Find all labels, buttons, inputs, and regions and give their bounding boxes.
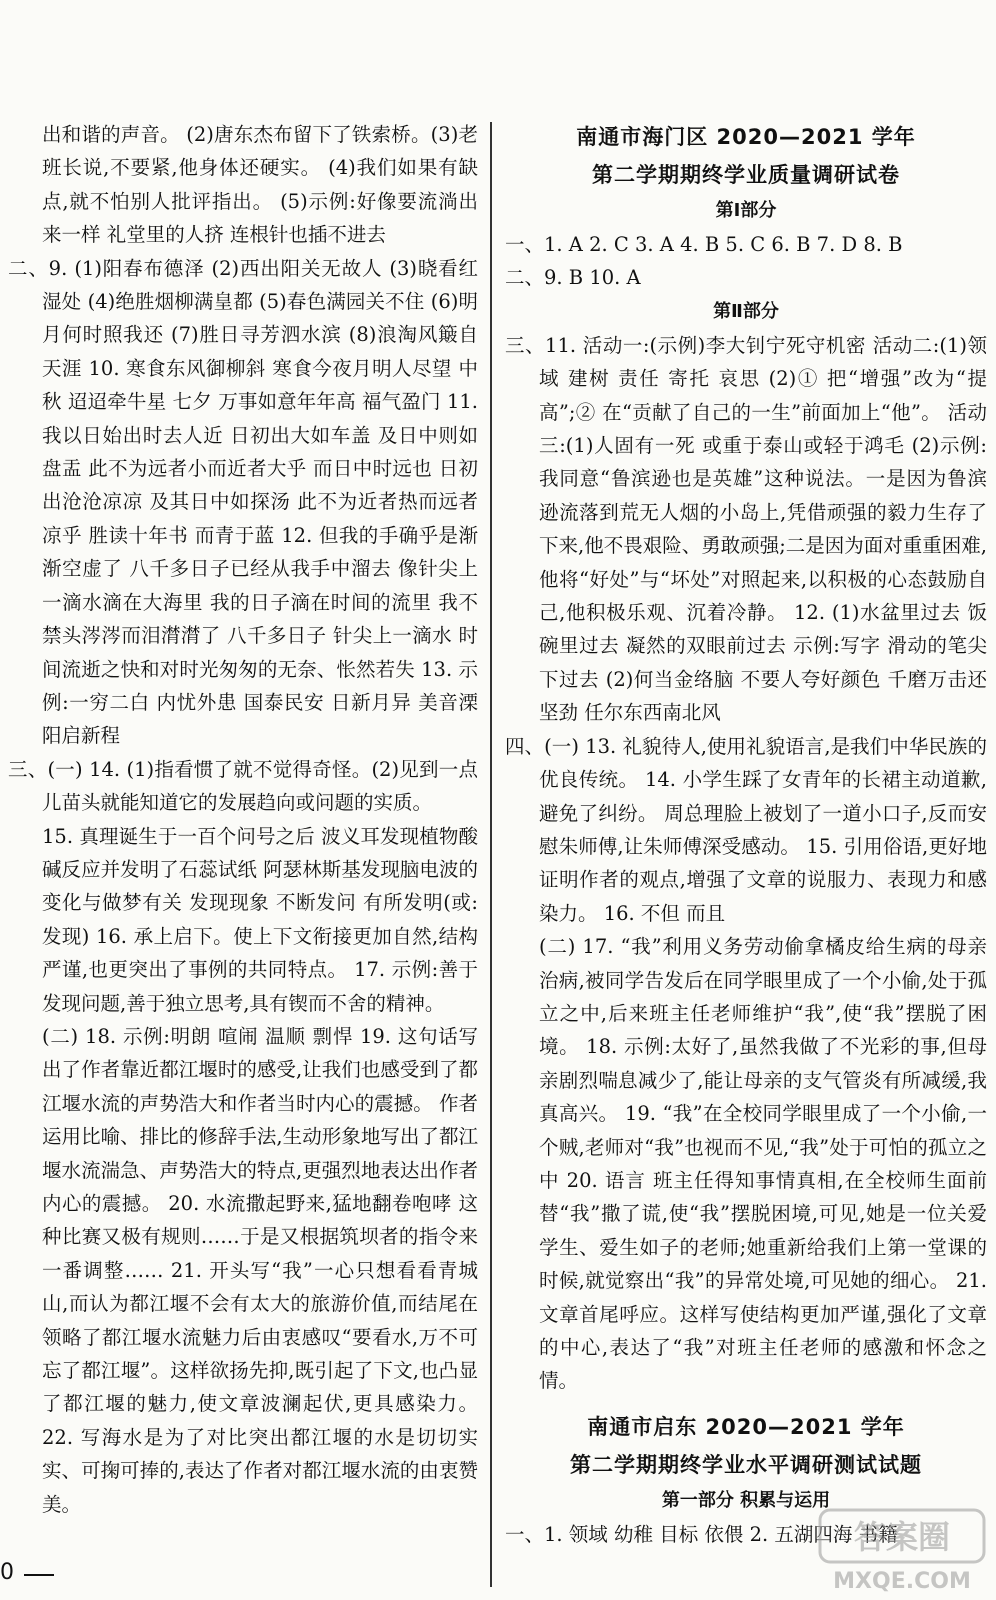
page-number: 0 <box>0 1560 14 1585</box>
left-para-1: 二、9. (1)阳春布德泽 (2)西出阳关无故人 (3)晓看红湿处 (4)绝胜烟柳满皇都 (5)春色满园关不住 (6)明月何时照我还 (7)胜日寻芳泗水滨 (8)浪淘风簸自天涯 10. 寒食东风御柳斜 寒食今夜月明人尽望 中秋 迢迢牵牛星 七夕 万事如意年年高 福气盈门 11. 我以日始出时去人近 日初出大如车盖 及日中则如盘盂 此不为远者小而近者大乎 而日中时远也 日初出沧沧凉凉 及其日中如探汤 此不为近者热而远者凉乎 胜读十年书 而青于蓝 12. 但我的手确乎是渐渐空虚了 八千多日子已经从我手中溜去 像针尖上一滴水滴在大海里 我的日子滴在时间的流里 我不禁头涔涔而泪潸潸了 八千多日子 针尖上一滴水 时间流逝之快和对时光匆匆的无奈、怅然若失 13. 示例:一穷二白 内忧外患 国泰民安 日新月异 美音溧阳启新程 <box>8 256 478 748</box>
left-para-0: 出和谐的声音。 (2)唐东杰布留下了铁索桥。(3)老班长说,不要紧,他身体还硬实。 (4)我们如果有缺点,就不怕别人批评指出。 (5)示例:好像要流淌出来一样 礼堂里的人挤 连根针也插不进去 <box>42 123 478 247</box>
last-answer-line: 一、1. 领域 幼稚 目标 依偎 2. 五湖四海 书籍 <box>505 1522 898 1546</box>
left-para-2: 三、(一) 14. (1)指看惯了就不觉得奇怪。(2)见到一点儿苗头就能知道它的发展趋向或问题的实质。 <box>8 757 478 815</box>
exam-title-1-line2: 第二学期期终学业质量调研试卷 <box>592 163 900 187</box>
left-para-4: (二) 18. 示例:明朗 喧闹 温顺 剽悍 19. 这句话写出了作者靠近都江堰时的感受,让我们也感受到了都江堰水流的声势浩大和作者当时内心的震撼。 作者运用比喻、排比的修辞手法,生动形象地写出了都江堰水流湍急、声势浩大的特点,更强烈地表达出作者内心的震撼。 20. 水流撒起野来,猛地翻卷咆哮 这种比赛又极有规则……于是又根据筑坝者的指令来一番调整…… 21. 开头写“我”一心只想看看青城山,而认为都江堰不会有太大的旅游价值,而结尾在领略了都江堰水流魅力后由衷感叹“要看水,万不可忘了都江堰”。这样欲扬先抑,既引起了下文,也凸显了都江堰的魅力,使文章波澜起伏,更具感染力。 22. 写海水是为了对比突出都江堰的水是切切实实、可掬可捧的,表达了作者对都江堰水流的由衷赞美。 <box>42 1024 478 1516</box>
exam-title-2-line1: 南通市启东 2020—2021 学年 <box>587 1414 905 1439</box>
right-column <box>505 118 987 1551</box>
answers-section-2: 二、9. B 10. A <box>505 266 641 290</box>
watermark-top-text: 答案圈 <box>853 1518 951 1556</box>
watermark-logo <box>818 1508 986 1596</box>
watermark-bottom-text: MXQE.COM <box>833 1569 971 1594</box>
part-heading-1: 第Ⅰ部分 <box>715 200 777 221</box>
page-number-rule <box>24 1574 54 1576</box>
left-para-3: 15. 真理诞生于一百个问号之后 波义耳发现植物酸碱反应并发明了石蕊试纸 阿瑟林斯基发现脑电波的变化与做梦有关 发现现象 不断发问 有所发明(或:发现) 16. 承上启下。使上下文衔接更加自然,结构严谨,也更突出了事例的共同特点。 17. 示例:善于发现问题,善于独立思考,具有锲而不舍的精神。 <box>42 824 478 1015</box>
exam-title-1-line1: 南通市海门区 2020—2021 学年 <box>576 125 916 149</box>
part-heading-3: 第一部分 积累与运用 <box>661 1489 831 1511</box>
column-divider <box>490 122 492 1587</box>
exam-title-2-line2: 第二学期期终学业水平调研测试试题 <box>570 1452 922 1477</box>
answers-section-1: 一、1. A 2. C 3. A 4. B 5. C 6. B 7. D 8. B <box>505 233 903 256</box>
right-para-0: 三、11. 活动一:(示例)李大钊宁死守机密 活动二:(1)领域 建树 责任 寄托 哀思 (2)① 把“增强”改为“提高”;② 在“贡献了自己的一生”前面加上“他”。 活动三:(1)人固有一死 或重于泰山或轻于鸿毛 (2)示例:我同意“鲁滨逊也是英雄”这种说法。一是因为鲁滨逊流落到荒无人烟的小岛上,凭借顽强的毅力生存了下来,他不畏艰险、勇敢顽强;二是因为面对重重困难,他将“好处”与“坏处”对照起来,以积极的心态鼓励自己,他积极乐观、沉着冷静。 12. (1)水盆里过去 饭碗里过去 凝然的双眼前过去 示例:写字 滑动的笔尖下过去 (2)何当金络脑 不要人夸好颜色 千磨万击还坚劲 任尔东西南北风 <box>505 333 987 725</box>
right-para-1: 四、(一) 13. 礼貌待人,使用礼貌语言,是我们中华民族的优良传统。 14. 小学生踩了女青年的长裙主动道歉,避免了纠纷。 周总理脸上被划了一道小口子,反而安慰朱师傅,让朱师傅深受感动。 15. 引用俗语,更好地证明作者的观点,增强了文章的说服力、表现力和感染力。 16. 不但 而且 <box>505 734 987 925</box>
right-para-2: (二) 17. “我”利用义务劳动偷拿橘皮给生病的母亲治病,被同学告发后在同学眼里成了一个小偷,处于孤立之中,后来班主任老师维护“我”,使“我”摆脱了困境。 18. 示例:太好了,虽然我做了不光彩的事,但母亲剧烈喘息减少了,能让母亲的支气管炎有所减缓,我真高兴。 19. “我”在全校同学眼里成了一个小偷,一个贼,老师对“我”也视而不见,“我”处于可怕的孤立之中 20. 语言 班主任得知事情真相,在全校师生面前替“我”撒了谎,使“我”摆脱困境,可见,她是一位关爱学生、爱生如子的老师;她重新给我们上第一堂课的时候,就觉察出“我”的异常处境,可见她的细心。 21. 文章首尾呼应。这样写使结构更加严谨,强化了文章的中心,表达了“我”对班主任老师的感激和怀念之情。 <box>539 935 987 1393</box>
part-heading-2: 第Ⅱ部分 <box>713 300 779 322</box>
left-column <box>8 118 478 1521</box>
